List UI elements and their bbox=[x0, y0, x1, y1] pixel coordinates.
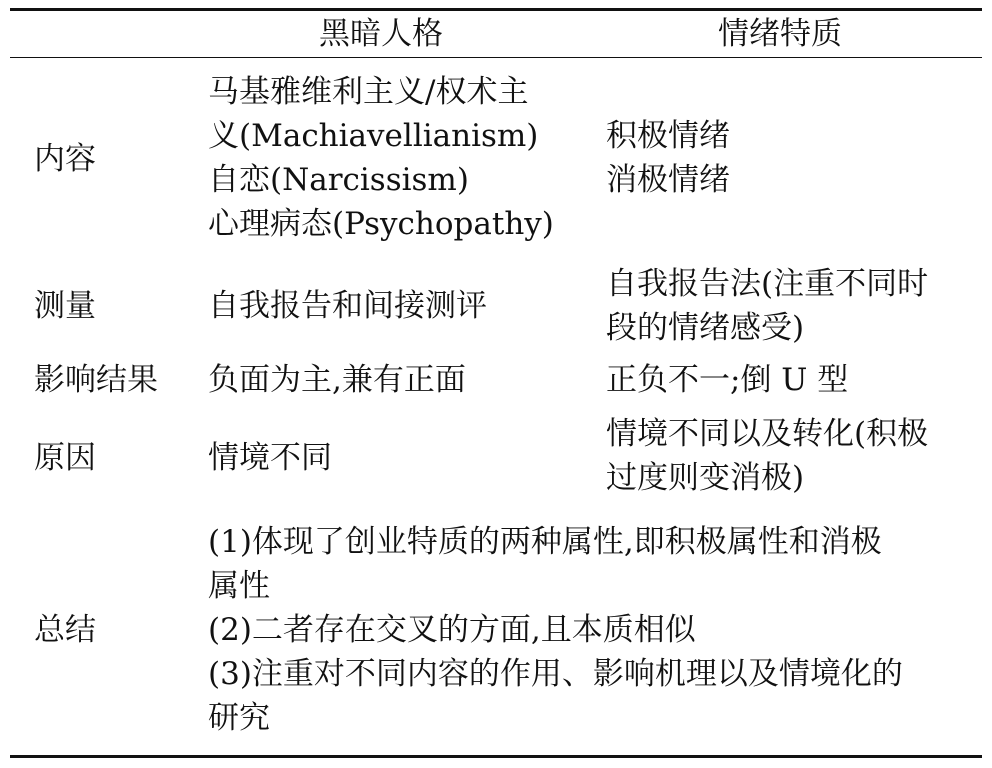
measurement-emotion-line-2: 段的情绪感受) bbox=[606, 310, 805, 346]
summary-text bbox=[208, 520, 903, 740]
row-label-outcomes: 影响结果 bbox=[34, 362, 158, 398]
outcomes-emotional-traits bbox=[606, 358, 848, 402]
summary-line-2: 属性 bbox=[208, 568, 270, 604]
causes-dark-personality bbox=[208, 436, 332, 480]
causes-emotion-line-1: 情境不同以及转化(积极 bbox=[606, 416, 929, 452]
content-dark-line-3: 自恋(Narcissism) bbox=[208, 162, 469, 198]
content-dark-line-1: 马基雅维利主义/权术主 bbox=[208, 74, 529, 110]
outcomes-dark-line-1: 负面为主,兼有正面 bbox=[208, 362, 466, 398]
measurement-emotional-traits bbox=[606, 262, 928, 350]
content-dark-personality bbox=[208, 70, 554, 246]
causes-emotional-traits bbox=[606, 412, 928, 500]
content-emotion-line-2: 消极情绪 bbox=[606, 162, 730, 198]
outcomes-dark-personality bbox=[208, 358, 466, 402]
header-dark-personality: 黑暗人格 bbox=[319, 16, 443, 52]
row-label-content: 内容 bbox=[34, 141, 96, 177]
summary-line-1: (1)体现了创业特质的两种属性,即积极属性和消极 bbox=[208, 524, 882, 560]
content-dark-line-4: 心理病态(Psychopathy) bbox=[208, 206, 554, 242]
bottom-rule bbox=[10, 755, 982, 758]
content-dark-line-2: 义(Machiavellianism) bbox=[208, 118, 539, 154]
causes-dark-line-1: 情境不同 bbox=[208, 440, 332, 476]
row-label-summary: 总结 bbox=[34, 612, 96, 648]
measurement-dark-personality bbox=[208, 284, 487, 328]
summary-line-3: (2)二者存在交叉的方面,且本质相似 bbox=[208, 612, 696, 648]
summary-line-4: (3)注重对不同内容的作用、影响机理以及情境化的 bbox=[208, 656, 903, 692]
causes-emotion-line-2: 过度则变消极) bbox=[606, 460, 805, 496]
header-rule bbox=[10, 57, 982, 58]
summary-line-5: 研究 bbox=[208, 700, 270, 736]
row-label-causes: 原因 bbox=[34, 440, 96, 476]
header-emotional-traits: 情绪特质 bbox=[718, 16, 842, 52]
content-emotional-traits bbox=[606, 114, 730, 202]
outcomes-emotion-line-1: 正负不一;倒 U 型 bbox=[606, 362, 849, 398]
measurement-emotion-line-1: 自我报告法(注重不同时 bbox=[606, 266, 929, 302]
row-label-measurement: 测量 bbox=[34, 288, 96, 324]
measurement-dark-line-1: 自我报告和间接测评 bbox=[208, 288, 487, 324]
top-rule bbox=[10, 8, 982, 11]
content-emotion-line-1: 积极情绪 bbox=[606, 118, 730, 154]
